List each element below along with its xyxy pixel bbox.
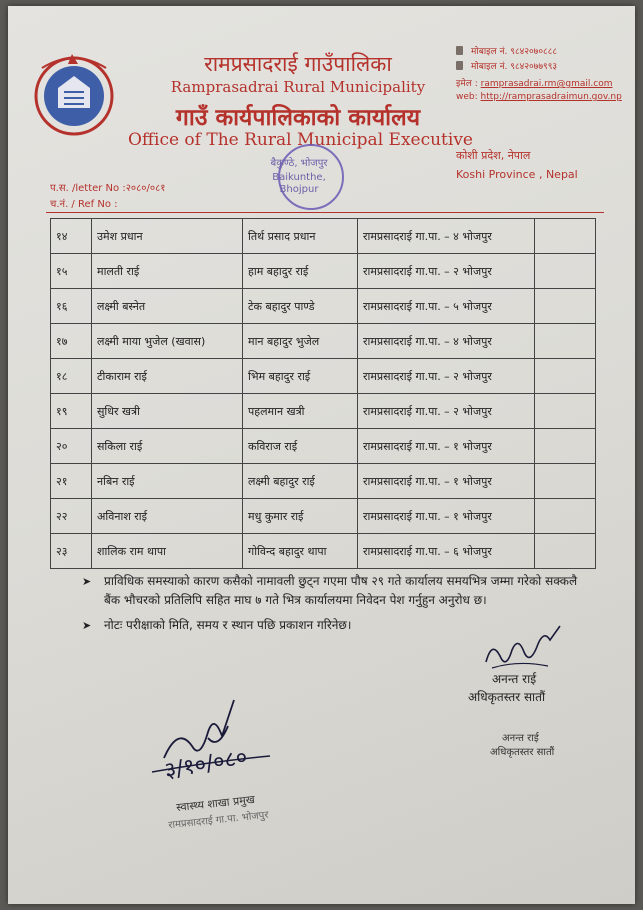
health-section-stamp-line2: रामप्रसादराई गा.पा. भोजपुर [167,809,270,832]
header-divider [46,212,604,213]
arrow-icon: ➤ [82,619,92,632]
letter-number: प.स. /letter No :२०८०/०८१ [50,183,166,194]
phone-icon [456,61,463,70]
email-label: इमेल : [456,79,478,89]
phone-icon [456,46,463,55]
remarks-cell [535,394,596,429]
address-cell: रामप्रसादराई गा.पा. – ४ भोजपुर [358,219,535,254]
address-cell: रामप्रसादराई गा.पा. – २ भोजपुर [358,254,535,289]
table-row [51,324,596,359]
signatory-title: अधिकृतस्तर सातौं [468,690,546,704]
serial-number-cell: २२ [51,499,92,534]
round-office-stamp [256,154,342,224]
office-name-english: Office of The Rural Municipal Executive [128,130,473,150]
phone-1: मोबाइल नं. ९८४२०७०८८८ [471,47,558,57]
serial-number-cell: १५ [51,254,92,289]
serial-number-cell: १९ [51,394,92,429]
remarks-cell [535,219,596,254]
address-cell: रामप्रसादराई गा.पा. – ४ भोजपुर [358,324,535,359]
note-item [82,572,582,610]
remarks-cell [535,429,596,464]
email-line [456,76,612,89]
address-cell: रामप्रसादराई गा.पा. – १ भोजपुर [358,464,535,499]
signatory-stamp-title: अधिकृतस्तर सातौं [490,747,555,758]
father-name-cell: तिर्थ प्रसाद प्रधान [243,219,358,254]
name-cell: लक्ष्मी माया भुजेल (खवास) [92,324,243,359]
father-name-cell: टेक बहादुर पाण्डे [243,289,358,324]
name-cell: अविनाश राई [92,499,243,534]
name-cell: सुधिर खत्री [92,394,243,429]
web-line [456,92,622,102]
name-cell: नबिन राई [92,464,243,499]
father-name-cell: पहलमान खत्री [243,394,358,429]
note-text-2: नोटः परीक्षाको मिति, समय र स्थान पछि प्रकाशन गरिनेछ। [104,618,352,632]
serial-number-cell: १६ [51,289,92,324]
municipality-name-english: Ramprasadrai Rural Municipality [170,78,426,96]
place-nepali: बैकुण्ठे, भोजपुर [270,158,328,169]
father-name-cell: मान बहादुर भुजेल [243,324,358,359]
remarks-cell [535,289,596,324]
municipality-emblem-icon [28,48,120,140]
table-row [51,359,596,394]
serial-number-cell: २० [51,429,92,464]
name-cell: सकिला राई [92,429,243,464]
table-row [51,534,596,569]
address-cell: रामप्रसादराई गा.पा. – १ भोजपुर [358,499,535,534]
table-row [51,464,596,499]
phone-line-2 [456,59,557,72]
document-page [8,6,635,904]
table-row [51,219,596,254]
email-link[interactable]: ramprasadrai.rm@gmail.com [480,79,613,89]
table-row [51,289,596,324]
note-text-1: प्राविधिक समस्याको कारण कसैको नामावली छुट्न गएमा पौष २९ गते कार्यालय समयभित्र जम्मा गरेको सक्कलै बैंक भौचरको प्रतिलिपि सहित माघ ७ गते भित्र कार्यालयमा निवेदन पेश गर्नुहुन अनुरोध छ। [104,574,578,607]
name-cell: उमेश प्रधान [92,219,243,254]
name-cell: टीकाराम राई [92,359,243,394]
address-cell: रामप्रसादराई गा.पा. – ५ भोजपुर [358,289,535,324]
handwritten-date: ३/१०/०८० [162,744,250,785]
father-name-cell: हाम बहादुर राई [243,254,358,289]
municipality-name-nepali: रामप्रसादराई गाउँपालिका [204,52,392,76]
ref-number: च.नं. / Ref No : [50,199,118,210]
office-name-nepali: गाउँ कार्यपालिकाको कार्यालय [175,105,421,131]
father-name-cell: लक्ष्मी बहादुर राई [243,464,358,499]
phone-line-1 [456,44,557,57]
father-name-cell: गोविन्द बहादुर थापा [243,534,358,569]
father-name-cell: कविराज राई [243,429,358,464]
place-english: Baikunthe, Bhojpur [272,172,326,195]
remarks-cell [535,464,596,499]
serial-number-cell: २३ [51,534,92,569]
remarks-cell [535,499,596,534]
address-cell: रामप्रसादराई गा.पा. – २ भोजपुर [358,394,535,429]
table-row [51,394,596,429]
candidate-table [50,218,596,569]
table-row [51,254,596,289]
address-cell: रामप्रसादराई गा.पा. – ६ भोजपुर [358,534,535,569]
web-label: web: [456,92,478,102]
remarks-cell [535,359,596,394]
province-nepali: कोशी प्रदेश, नेपाल [456,149,531,162]
province-english: Koshi Province , Nepal [456,168,578,181]
signatory-name: अनन्त राई [492,672,537,686]
phone-2: मोबाइल नं. ९८४२०७७९९३ [471,62,558,72]
health-section-stamp-line1: स्वास्थ्य शाखा प्रमुख [175,792,256,815]
name-cell: मालती राई [92,254,243,289]
web-link[interactable]: http://ramprasadraimun.gov.np [480,92,622,102]
remarks-cell [535,254,596,289]
remarks-cell [535,534,596,569]
address-cell: रामप्रसादराई गा.पा. – २ भोजपुर [358,359,535,394]
name-cell: शालिक राम थापा [92,534,243,569]
serial-number-cell: १४ [51,219,92,254]
father-name-cell: मधु कुमार राई [243,499,358,534]
father-name-cell: भिम बहादुर राई [243,359,358,394]
serial-number-cell: १८ [51,359,92,394]
table-row [51,499,596,534]
serial-number-cell: २१ [51,464,92,499]
table-row [51,429,596,464]
signatory-stamp-name: अनन्त राई [502,733,539,744]
name-cell: लक्ष्मी बस्नेत [92,289,243,324]
address-cell: रामप्रसादराई गा.पा. – १ भोजपुर [358,429,535,464]
arrow-icon: ➤ [82,575,92,588]
serial-number-cell: १७ [51,324,92,359]
remarks-cell [535,324,596,359]
